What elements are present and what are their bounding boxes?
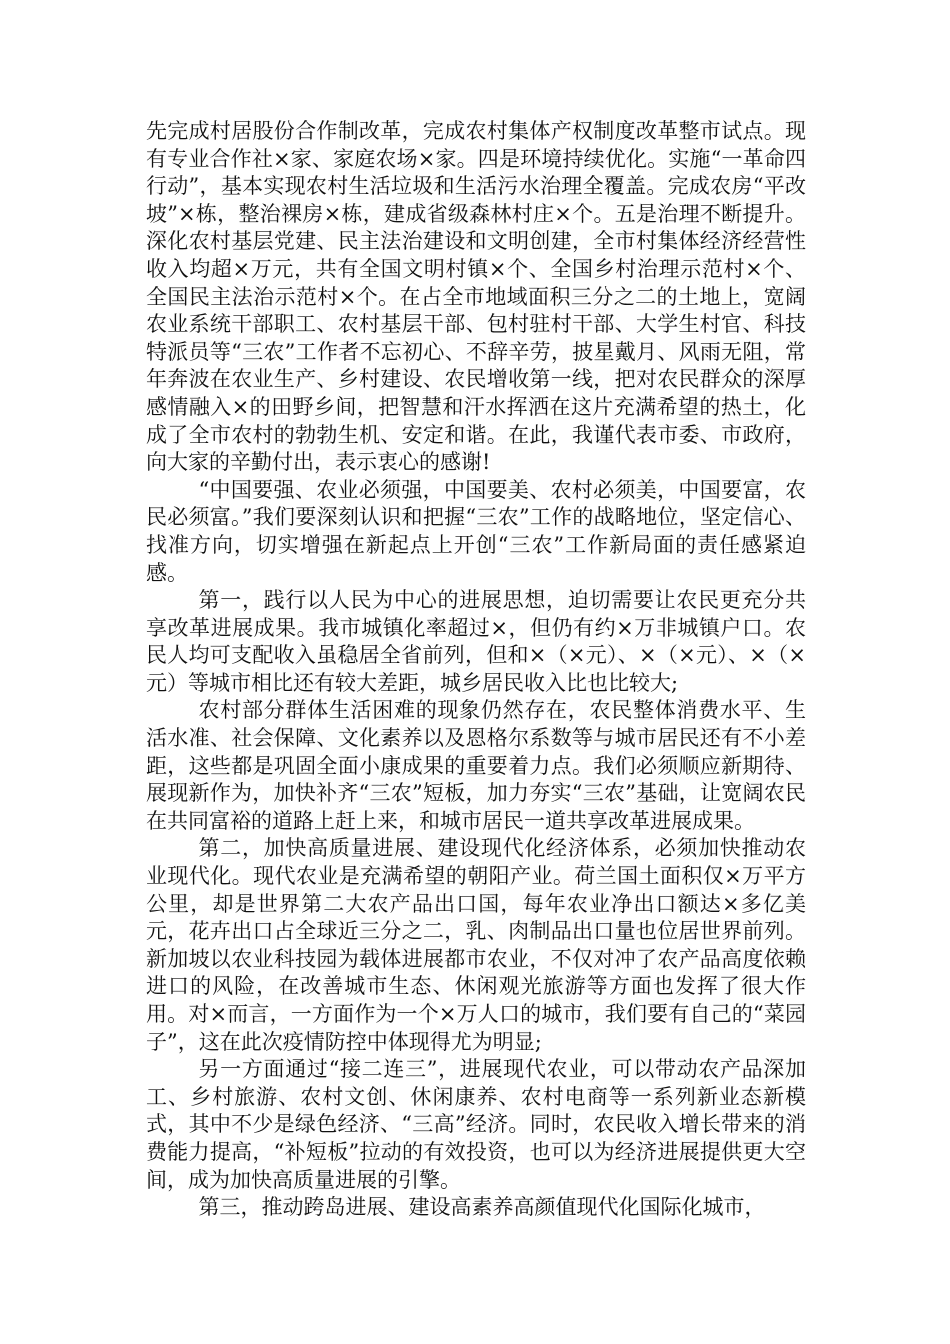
paragraph-5: 第二，加快高质量进展、建设现代化经济体系，必须加快推动农业现代化。现代农业是充满希望的朝阳产业。荷兰国土面积仅×万平方公里，却是世界第二大农产品出口国，每年农业净出口额达×多亿美元，花卉出口占全球近三分之二，乳、肉制品出口量也位居世界前列。新加坡以农业科技园为载体进展都市农业，不仅对冲了农产品高度依赖进口的风险，在改善城市生态、休闲观光旅游等方面也发挥了很大作用。对×而言，一方面作为一个×万人口的城市，我们要有自己的“菜园子”，这在此次疫情防控中体现得尤为明显; bbox=[146, 836, 806, 1054]
paragraph-2: “中国要强、农业必须强，中国要美、农村必须美，中国要富，农民必须富。”我们要深刻认识和把握“三农”工作的战略地位，坚定信心、找准方向，切实增强在新起点上开创“三农”工作新局面的责任感紧迫感。 bbox=[146, 477, 806, 585]
document-body bbox=[146, 118, 806, 1222]
paragraph-7: 第三，推动跨岛进展、建设高素养高颜值现代化国际化城市， bbox=[198, 1195, 766, 1220]
paragraph-3: 第一，践行以人民为中心的进展思想，迫切需要让农民更充分共享改革进展成果。我市城镇化率超过×，但仍有约×万非城镇户口。农民人均可支配收入虽稳居全省前列，但和×（×元）、×（×元）、×（×元）等城市相比还有较大差距，城乡居民收入比也比较大; bbox=[146, 588, 806, 695]
paragraph-1: 先完成村居股份合作制改革，完成农村集体产权制度改革整市试点。现有专业合作社×家、家庭农场×家。四是环境持续优化。实施“一革命四行动”，基本实现农村生活垃圾和生活污水治理全覆盖。完成农房“平改坡”×栋，整治裸房×栋，建成省级森林村庄×个。五是治理不断提升。深化农村基层党建、民主法治建设和文明创建，全市村集体经济经营性收入均超×万元，共有全国文明村镇×个、全国乡村治理示范村×个、全国民主法治示范村×个。在占全市地域面积三分之二的土地上，宽阔农业系统干部职工、农村基层干部、包村驻村干部、大学生村官、科技特派员等“三农”工作者不忘初心、不辞辛劳，披星戴月、风雨无阻，常年奔波在农业生产、乡村建设、农民增收第一线，把对农民群众的深厚感情融入×的田野乡间，把智慧和汗水挥洒在这片充满希望的热土，化成了全市农村的勃勃生机、安定和谐。在此，我谨代表市委、市政府，向大家的辛勤付出，表示衷心的感谢! bbox=[146, 119, 806, 475]
paragraph-4: 农村部分群体生活困难的现象仍然存在，农民整体消费水平、生活水准、社会保障、文化素养以及恩格尔系数等与城市居民还有不小差距，这些都是巩固全面小康成果的重要着力点。我们必须顺应新期待、展现新作为，加快补齐“三农”短板，加力夯实“三农”基础，让宽阔农民在共同富裕的道路上赶上来，和城市居民一道共享改革进展成果。 bbox=[146, 698, 806, 833]
paragraph-6: 另一方面通过“接二连三”，进展现代农业，可以带动农产品深加工、乡村旅游、农村文创、休闲康养、农村电商等一系列新业态新模式，其中不少是绿色经济、“三高”经济。同时，农民收入增长带来的消费能力提高，“补短板”拉动的有效投资，也可以为经济进展提供更大空间，成为加快高质量进展的引擎。 bbox=[146, 1057, 806, 1192]
